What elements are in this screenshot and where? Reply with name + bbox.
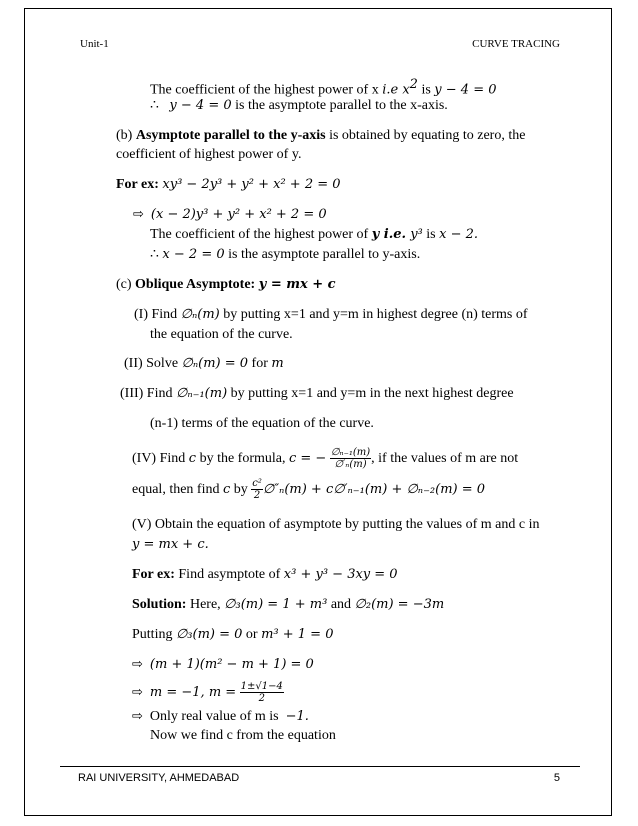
text: Putting: [132, 627, 176, 642]
step-V: (V) Obtain the equation of asymptote by putting the values of m and c in: [132, 517, 540, 532]
math: c = −: [288, 451, 327, 466]
math-eq: y − 4 = 0: [169, 98, 232, 113]
solution-label: Solution:: [132, 597, 190, 612]
math-eq: ∅₃(m) = 0: [175, 627, 243, 642]
therefore-symbol: ∴: [150, 247, 163, 262]
roots-fraction: [240, 681, 284, 704]
step-IV-cont: [132, 477, 485, 503]
section-c: [116, 276, 336, 294]
text: Only real value of m is: [149, 709, 283, 724]
text: The coefficient of the highest power of: [150, 227, 372, 242]
arrow-icon: ⇨: [132, 657, 143, 672]
putting: [132, 626, 333, 644]
section-b-heading: Asymptote parallel to the y-axis: [135, 128, 326, 143]
math-eq: x − 2 = 0: [162, 247, 225, 262]
label: (b): [116, 128, 136, 143]
footer-rule: [60, 766, 580, 767]
ex1-step2: [150, 226, 478, 244]
math-eq: x³ + y³ − 3xy = 0: [283, 567, 398, 582]
text: by putting x=1 and y=m in the next highest degree: [227, 386, 514, 401]
text: is: [422, 227, 440, 242]
c2-fraction: [251, 478, 263, 501]
denominator: 2: [253, 490, 261, 502]
text: Here,: [189, 597, 225, 612]
text: and: [327, 597, 355, 612]
math: −1.: [285, 709, 309, 724]
math: ∅ₙ(m): [180, 307, 220, 322]
text: is the asymptote parallel to the x-axis.: [231, 98, 448, 113]
footer-institution: RAI UNIVERSITY, AHMEDABAD: [78, 772, 240, 784]
math-eq: ∅₂(m) = −3m: [354, 597, 445, 612]
step-V-cont: [132, 536, 209, 554]
numerator: ∅ₙ₋₁(m): [330, 447, 371, 459]
label: (c): [116, 277, 136, 292]
sol-step1: [132, 656, 314, 674]
example-2: [132, 566, 398, 584]
math-eq: y = mx + c.: [132, 537, 209, 552]
math-eq: (m + 1)(m² − m + 1) = 0: [149, 657, 314, 672]
section-c-heading: Oblique Asymptote:: [135, 277, 259, 292]
text: by: [230, 482, 252, 497]
arrow-icon: ⇨: [132, 685, 143, 700]
step-III-cont: (n-1) terms of the equation of the curve.: [150, 416, 374, 431]
text: is: [417, 82, 435, 98]
text: Find asymptote of: [178, 567, 284, 582]
page-number: 5: [553, 772, 560, 784]
text: (IV) Find: [132, 451, 189, 466]
header-unit: Unit-1: [80, 38, 109, 50]
line-coeff-x: The coefficient of the highest power of x i.e $x^2$ is y − 4 = 0: [150, 77, 497, 98]
sol-step2: [132, 680, 284, 706]
text: equal, then find: [132, 482, 223, 497]
text: (III) Find: [120, 386, 176, 401]
numerator: c²: [252, 478, 262, 490]
text: is the asymptote parallel to y-axis.: [224, 247, 421, 262]
text: by putting x=1 and y=m in highest degree (n) terms of: [219, 307, 528, 322]
math-eq: xy³ − 2y³ + y² + x² + 2 = 0: [162, 177, 341, 192]
step-I-cont: the equation of the curve.: [150, 327, 293, 342]
therefore-symbol: ∴: [150, 98, 159, 113]
section-b-cont: coefficient of highest power of y.: [116, 147, 302, 162]
text: is obtained by equating to zero, the: [325, 128, 526, 143]
text: for: [248, 356, 272, 371]
math-ie: y i.e.: [371, 227, 407, 242]
step-II: [124, 355, 284, 373]
text: or: [242, 627, 262, 642]
example-label: For ex:: [116, 177, 163, 192]
math-eq: m = −1, m =: [149, 685, 237, 700]
step-III: [120, 385, 514, 403]
math-eq: (x − 2)y³ + y² + x² + 2 = 0: [150, 207, 327, 222]
line-asymptote-x: [150, 97, 448, 115]
math-eq: y − 4 = 0: [434, 82, 497, 98]
math-eq: ∅″ₙ(m) + c∅′ₙ₋₁(m) + ∅ₙ₋₂(m) = 0: [262, 482, 486, 497]
step-IV: [132, 447, 518, 471]
math: c: [222, 482, 231, 497]
text: , if the values of m are not: [371, 451, 519, 466]
sol-step4: Now we find c from the equation: [150, 728, 336, 743]
math: ∅ₙ₋₁(m): [176, 386, 228, 401]
text: by the formula,: [196, 451, 289, 466]
denominator: 2: [258, 693, 265, 705]
text: (II) Solve: [124, 356, 182, 371]
ex1-step1: [133, 206, 327, 224]
math: x − 2.: [439, 227, 479, 242]
math-eq: m³ + 1 = 0: [261, 627, 334, 642]
numerator: 1±√1−4: [240, 681, 283, 693]
text: (I) Find: [134, 307, 181, 322]
math: y³: [406, 227, 423, 242]
example-1: [116, 176, 341, 194]
text: The coefficient of the highest power of x: [150, 82, 383, 98]
math-eq: y = mx + c: [258, 277, 336, 292]
math: c: [188, 451, 197, 466]
math: m: [271, 356, 284, 371]
solution: [132, 596, 444, 614]
sol-step3: [132, 708, 309, 726]
ex1-step3: [150, 246, 420, 264]
math-ie-x: i.e x: [382, 82, 410, 98]
section-b: [116, 127, 525, 145]
header-title: CURVE TRACING: [472, 38, 560, 50]
denominator: ∅′ₙ(m): [334, 459, 367, 471]
arrow-icon: ⇨: [133, 207, 144, 222]
math: ∅ₙ(m) = 0: [181, 356, 249, 371]
arrow-icon: ⇨: [132, 709, 143, 724]
example-label: For ex:: [132, 567, 179, 582]
math-eq: ∅₃(m) = 1 + m³: [224, 597, 328, 612]
step-I: [134, 306, 528, 324]
formula-fraction: [330, 447, 371, 470]
